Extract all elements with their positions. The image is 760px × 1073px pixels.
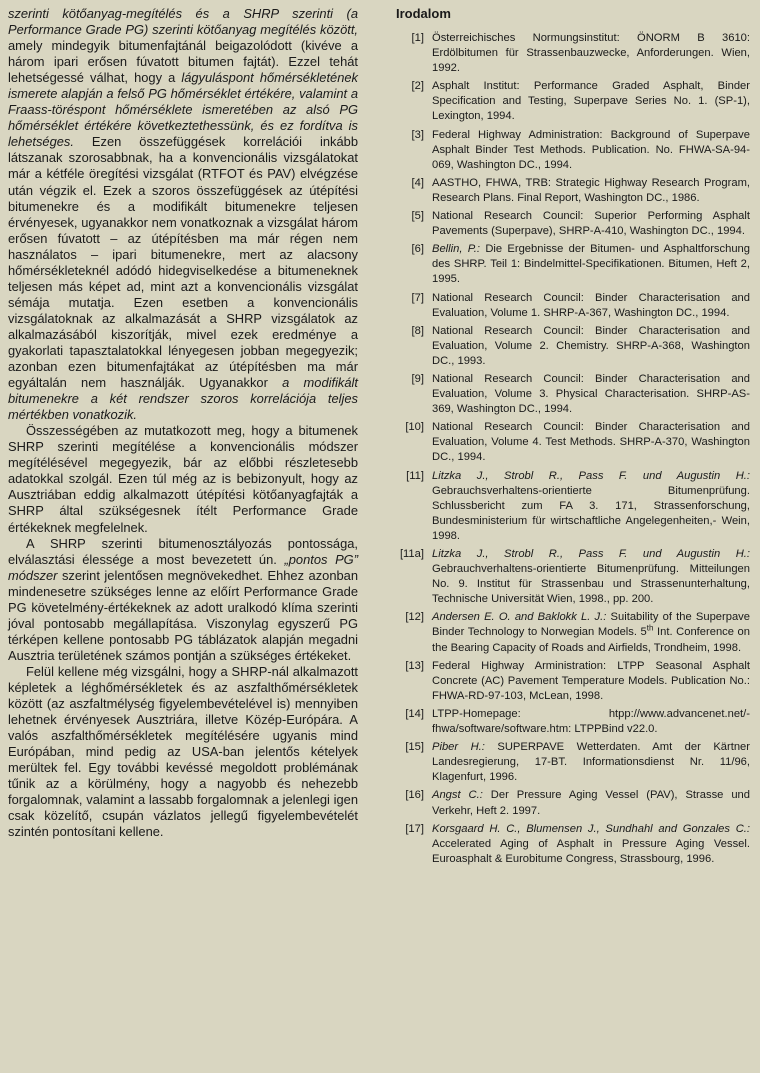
- reference-number: [9]: [411, 372, 424, 385]
- reference-item: [396, 209, 750, 239]
- reference-body: Federal Highway Arministration: LTPP Seasonal Asphalt Concrete (AC) Pavement Temperature Models. Publication No.: FHWA-RD-97-103, McLean, 1998.: [432, 659, 750, 702]
- italic-text-run: a modifikált bitumenekre a két rendszer szoros korrelációja teljes mértékben vonatkozik.: [8, 375, 358, 423]
- reference-number: [16]: [405, 789, 424, 802]
- italic-text-run: szerinti kötőanyag-megítélés és a SHRP szerinti (a Performance Grade PG) szerinti kötőanyag megítélés között,: [8, 6, 358, 38]
- reference-number: [1]: [411, 32, 424, 44]
- reference-text: [432, 788, 750, 818]
- reference-number: [17]: [405, 822, 424, 835]
- reference-body: National Research Council: Binder Characterisation and Evaluation, Volume 3. Physical Characterisation. SHRP-AS-369, Washington DC., 1994.: [432, 372, 750, 416]
- reference-text: [432, 610, 750, 655]
- reference-author: Bellin, P.:: [432, 243, 481, 256]
- reference-number: [4]: [411, 176, 424, 189]
- text-run: Ezen összefüggések korrelációi inkább látszanak szorosabbnak, ha a konvencionális vizsgálatokat már a kétféle öregítési vizsgálat (RTFOT és PAV) elvégzése után végzik el. Ezek a szoros összefüggések az útépítési bitumenekre és a modifikált bitumenekre teljesen érvényesek, ugyanakkor nem vonatkoznak a vizsgálat három erősen fúvatott – az útépítésben ma már régen nem használatos – ipari bitumenekre, mert az alacsony hőmérsékleteknél adódó hidegviselkedése a bitumeneknek teljesen más képet ad, mint azt a konvencionális vizsgálat sémája mutatja. Ezen esetben a konvencionális vizsgálatoknak az alkalmazását a SHRP vizsgálatok az alkalmazásából kiszorítják, mivel ezek eredménye a gyakorlati tapasztalatokkal lényegesen jobban megegyezik; azonban ezen bitumenfajtákat az útépítésben ma már egyáltalán nem használják. Ugyanakkor: [8, 134, 358, 391]
- reference-body: Gebrauchsverhaltens-orientierte Bitumenprüfung. Schlussbericht zum FA 3. 171, Strassenforschung, Bundesministerium für wirtschaftliche Angelegenheiten,- Wein, 1998.: [432, 484, 750, 542]
- reference-body: National Research Council: Binder Characterisation and Evaluation, Volume 1. SHRP-A-367, Washington DC., 1994.: [432, 291, 750, 319]
- reference-text: [432, 79, 750, 124]
- reference-text: [432, 209, 750, 239]
- reference-number: [11]: [406, 469, 424, 482]
- reference-number: [13]: [405, 659, 424, 672]
- body-paragraph: [8, 6, 358, 423]
- reference-number: [2]: [411, 80, 424, 93]
- text-run: Felül kellene még vizsgálni, hogy a SHRP-nál alkalmazott képletek a léghőmérsékletek és az aszfalthőmérsékletek között (az aszfaltmélység figyelembevételével is) mennyiben lehetnek érvényesek Ausztriára, illetve Közép-Európára. A valós aszfalthőmérsékletek megítélésére ugyanis mind Európában, mind pedig az USA-ban jelentős kételyek merültek fel. Egy további kevéssé megoldott problémának tűnik az a körülmény, hogy a nagyobb és nehezebb forgalomnak, valamint a lassabb forgalomnak a jelenlegi igen csak közelítő, csupán vázlatos jellegű figyelembevételét szintén pontosítani kellene.: [8, 663, 358, 840]
- reference-author: Litzka J., Strobl R., Pass F. und Augustin H.:: [432, 469, 750, 482]
- reference-item: [396, 128, 750, 173]
- reference-number: [6]: [411, 243, 424, 256]
- reference-number: [11a]: [399, 548, 424, 560]
- reference-text: [432, 324, 750, 369]
- reference-text: [432, 469, 750, 544]
- reference-body: Asphalt Institut: Performance Graded Asphalt, Binder Specification and Testing, Superpave Series No. 1. (SP-1), Lexington, 1994.: [432, 80, 750, 123]
- italic-text-run: lágyuláspont hőmérsékletének ismerete alapján a felső PG hőmérséklet értékére, valamint a Fraass-töréspont hőmérséklete ismeretében az alsó PG hőmérséklet értékére következtethessünk, és ez fordítva is lehetséges.: [8, 70, 358, 150]
- reference-body: Suitability of the Superpave Binder Technology to Norwegian Models. 5th Int. Conference on the Bearing Capacity of Roads and Airfields, Trondheim, 1998.: [432, 611, 751, 654]
- reference-item: [396, 372, 750, 417]
- reference-text: [432, 291, 750, 321]
- reference-number: [12]: [405, 611, 424, 624]
- reference-body: Accelerated Aging of Asphalt in Pressure Aging Vessel. Euroasphalt & Eurobitume Congress, Strassbourg, 1996.: [432, 837, 750, 865]
- reference-number: [3]: [411, 128, 424, 141]
- reference-text: [432, 420, 750, 465]
- reference-number: [5]: [411, 210, 424, 223]
- reference-number: [10]: [405, 421, 424, 434]
- reference-list: [396, 31, 750, 867]
- reference-body: National Research Council: Binder Characterisation and Evaluation, Volume 4. Test Methods. SHRP-A-370, Washington DC., 1994.: [432, 421, 750, 464]
- text-run: A SHRP szerinti bitumenosztályozás pontossága, elválasztási élessége a most bevezetett ún.: [8, 535, 358, 567]
- reference-text: [432, 659, 750, 704]
- reference-item: [396, 31, 750, 76]
- body-text-column: [8, 6, 358, 840]
- reference-author: Angst C.:: [432, 789, 483, 802]
- text-run: amely mindegyik bitumenfajtánál beigazolódott (kivéve a három ipari erősen fúvatott bitumen fajtát). Ezzel tehát lehetségessé válhat, hogy a: [8, 38, 358, 86]
- reference-item: [396, 547, 750, 607]
- reference-number: [8]: [411, 324, 424, 337]
- body-paragraph: [8, 423, 358, 535]
- reference-text: [432, 707, 750, 737]
- reference-item: [396, 659, 750, 704]
- reference-text: [432, 740, 750, 785]
- reference-item: [396, 291, 750, 321]
- reference-author: Piber H.:: [432, 741, 485, 754]
- reference-text: [432, 31, 750, 76]
- reference-text: [432, 822, 750, 867]
- reference-author: Litzka J., Strobl R., Pass F. und Augustin H.:: [432, 548, 750, 560]
- italic-text-run: „pontos PG” módszer: [8, 551, 358, 583]
- reference-text: [432, 372, 750, 417]
- body-paragraph: [8, 664, 358, 841]
- reference-number: [15]: [405, 741, 424, 754]
- references-heading: Irodalom: [396, 6, 451, 21]
- reference-body: Federal Highway Administration: Background of Superpave Asphalt Binder Test Methods. Publication. No. FHWA-SA-94-069, Washington DC., 1994.: [432, 128, 750, 171]
- reference-body: National Research Council: Binder Characterisation and Evaluation, Volume 2. Chemistry. SHRP-A-368, Washington DC., 1993.: [432, 324, 750, 367]
- reference-body: Gebrauchverhaltens-orientierte Bitumenprüfung. Mitteilungen No. 9. Institut für Strassenbau und Strassenunterhaltung, Technische Universität Wien, 1998., pp. 200.: [432, 563, 750, 606]
- reference-author: Korsgaard H. C., Blumensen J., Sundhahl and Gonzales C.:: [432, 822, 750, 835]
- reference-item: [396, 610, 750, 655]
- reference-author: Andersen E. O. and Baklokk L. J.:: [432, 611, 607, 624]
- reference-item: [396, 176, 750, 206]
- text-run: szerint jelentősen megnövekedhet. Ehhez azonban mindenesetre szükséges lenne az előírt Performance Grade PG követelmény-értékeknek az adott uralkodó klíma szerinti jóval pontosabb megállapítása. Viszonylag egyszerű PG térképen kellene pontosabb PG táblázatok alapján megadni Ausztria területének számos pontján a szükséges értékeket.: [8, 567, 358, 663]
- reference-text: [432, 176, 750, 206]
- reference-body: SUPERPAVE Wetterdaten. Amt der Kärtner Landesregierung, 17-BT. Informationsdienst Nr. 11/96, Klagenfurt, 1996.: [432, 741, 751, 784]
- reference-item: [396, 740, 750, 785]
- reference-body: Österreichisches Normungsinstitut: ÖNORM B 3610: Erdölbitumen für Strassenbauzwecke, Anforderungen. Wien, 1992.: [432, 32, 750, 75]
- reference-item: [396, 707, 750, 737]
- reference-text: [432, 547, 750, 607]
- reference-body: AASTHO, FHWA, TRB: Strategic Highway Research Program, Research Plans. Final Report, Washington DC., 1986.: [432, 176, 750, 204]
- reference-item: [396, 324, 750, 369]
- text-run: Összességében az mutatkozott meg, hogy a bitumenek SHRP szerinti megítélése a konvencionális módszer megítélésével megegyezik, bár az előbbi részletesebb adatokkal szolgál. Ezen túl még az is bebizonyult, hogy az Ausztriában eddig alkalmazott útépítési kötőanyagfajták a SHRP által szükségesnek ítélt Performance Grade értékeknek megfelelnek.: [8, 423, 358, 535]
- reference-body: Die Ergebnisse der Bitumen- und Asphaltforschung des SHRP. Teil 1: Bindelmittel-Specifikationen. Bitumen, Heft 2, 1995.: [432, 243, 750, 286]
- reference-text: [432, 242, 750, 287]
- reference-item: [396, 79, 750, 124]
- reference-item: [396, 242, 750, 287]
- reference-item: [396, 420, 750, 465]
- reference-body: LTPP-Homepage: htpp://www.advancenet.net/-fhwa/software/software.htm: LTPPBind v22.0.: [432, 707, 750, 736]
- reference-number: [14]: [405, 707, 424, 720]
- reference-body: Der Pressure Aging Vessel (PAV), Strasse und Verkehr, Heft 2. 1997.: [432, 789, 750, 817]
- references-column: [396, 6, 750, 870]
- reference-number: [7]: [411, 291, 424, 304]
- body-paragraph: [8, 536, 358, 664]
- reference-item: [396, 822, 750, 867]
- reference-text: [432, 128, 750, 173]
- reference-item: [396, 788, 750, 818]
- reference-body: National Research Council: Superior Performing Asphalt Pavements (Superpave), SHRP-A-410, Washington DC., 1994.: [432, 210, 750, 238]
- reference-item: [396, 469, 750, 544]
